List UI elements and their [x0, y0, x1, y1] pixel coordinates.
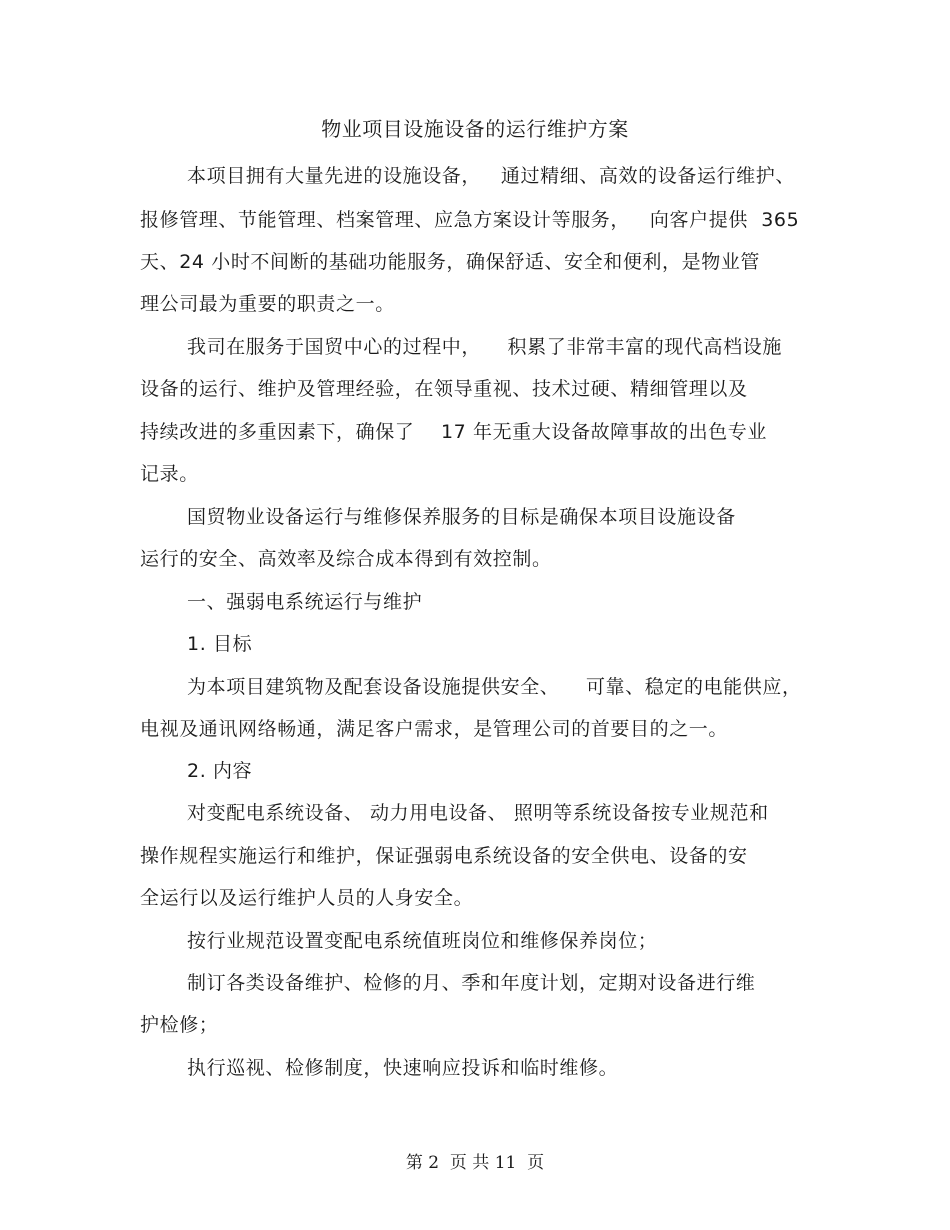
paragraph-line: 记录。	[140, 463, 199, 485]
paragraph-line: 对变配电系统设备、 动力用电设备、 照明等系统设备按专业规范和	[187, 802, 769, 824]
paragraph-line: 本项目拥有大量先进的设施设备， 通过精细、高效的设备运行维护、	[187, 165, 795, 187]
paragraph-line: 国贸物业设备运行与维修保养服务的目标是确保本项目设施设备	[187, 506, 736, 528]
paragraph-line: 报修管理、节能管理、档案管理、应急方案设计等服务， 向客户提供 365	[140, 209, 800, 231]
subsection-heading: 2. 内容	[187, 760, 253, 782]
subsection-heading: 1. 目标	[187, 633, 253, 655]
paragraph-line: 全运行以及运行维护人员的人身安全。	[140, 887, 474, 909]
paragraph-line: 运行的安全、高效率及综合成本得到有效控制。	[140, 548, 552, 570]
paragraph-line: 制订各类设备维护、检修的月、季和年度计划，定期对设备进行维	[187, 972, 756, 994]
paragraph-line: 执行巡视、检修制度，快速响应投诉和临时维修。	[187, 1057, 619, 1079]
paragraph-line: 设备的运行、维护及管理经验，在领导重视、技术过硬、精细管理以及	[140, 378, 748, 400]
section-heading: 一、强弱电系统运行与维护	[187, 591, 423, 613]
paragraph-line: 操作规程实施运行和维护，保证强弱电系统设备的安全供电、设备的安	[140, 845, 748, 867]
page-number: 第 2 页 共 11 页	[405, 1153, 545, 1173]
document-title: 物业项目设施设备的运行维护方案	[321, 117, 629, 141]
paragraph-line: 天、24 小时不间断的基础功能服务，确保舒适、安全和便利，是物业管	[140, 251, 761, 273]
paragraph-line: 我司在服务于国贸中心的过程中， 积累了非常丰富的现代高档设施	[187, 336, 782, 358]
paragraph-line: 按行业规范设置变配电系统值班岗位和维修保养岗位；	[187, 930, 658, 952]
paragraph-line: 为本项目建筑物及配套设备设施提供安全、 可靠、稳定的电能供应，	[187, 676, 802, 698]
paragraph-line: 持续改进的多重因素下，确保了 17 年无重大设备故障事故的出色专业	[140, 421, 767, 443]
paragraph-line: 护检修；	[140, 1014, 219, 1036]
paragraph-line: 电视及通讯网络畅通，满足客户需求，是管理公司的首要目的之一。	[140, 718, 729, 740]
paragraph-line: 理公司最为重要的职责之一。	[140, 293, 395, 315]
